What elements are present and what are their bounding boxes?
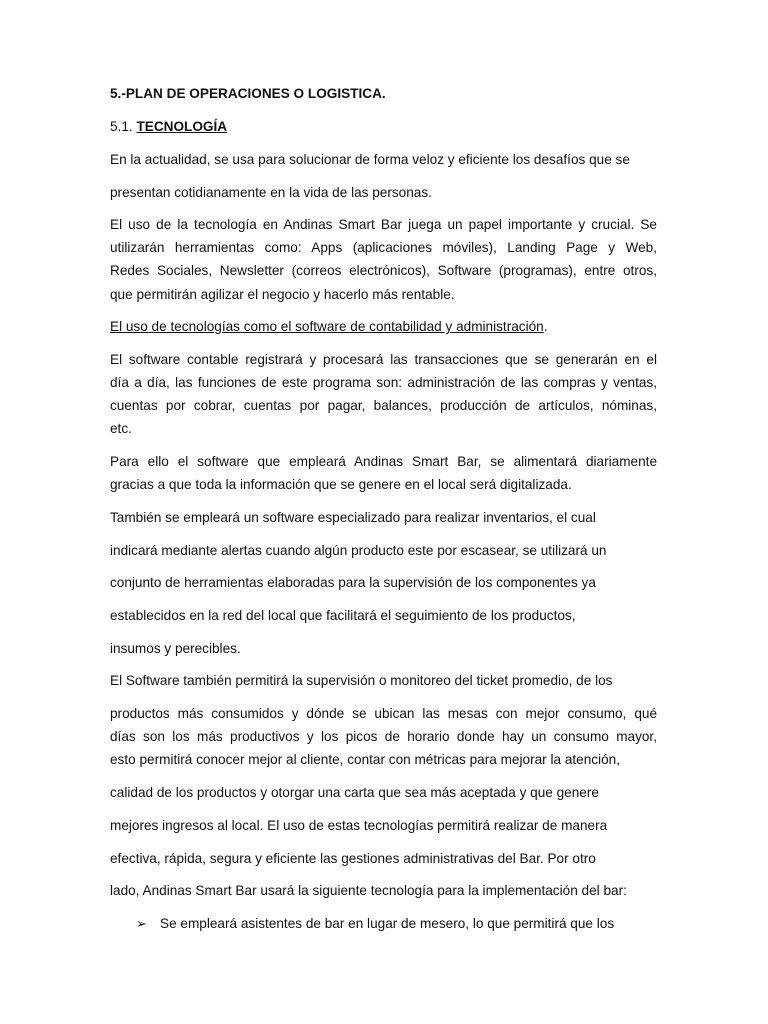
- paragraph-line: En la actualidad, se usa para solucionar de forma veloz y eficiente los desafíos que se: [110, 152, 630, 167]
- paragraph-line: día a día, las funciones de este programa son: administración de las compras y ventas,: [110, 375, 657, 390]
- paragraph-line: que permitirán agilizar el negocio y hacerlo más rentable.: [110, 287, 455, 302]
- paragraph-line: calidad de los productos y otorgar una carta que sea más aceptada y que genere: [110, 785, 599, 800]
- paragraph-line: etc.: [110, 421, 132, 436]
- underlined-statement: [110, 319, 548, 335]
- paragraph-line: lado, Andinas Smart Bar usará la siguiente tecnología para la implementación del bar:: [110, 883, 627, 898]
- paragraph-line: conjunto de herramientas elaboradas para la supervisión de los componentes ya: [110, 575, 596, 590]
- paragraph-line: utilizarán herramientas como: Apps (aplicaciones móviles), Landing Page y Web,: [110, 240, 657, 255]
- statement-period: .: [543, 319, 548, 334]
- paragraph-line: indicará mediante alertas cuando algún producto este por escasear, se utilizará un: [110, 543, 607, 558]
- paragraph-line: El uso de la tecnología en Andinas Smart Bar juega un papel importante y crucial. Se: [110, 217, 657, 232]
- underlined-text: El uso de tecnologías como el software de contabilidad y administración: [110, 319, 544, 334]
- paragraph-line: insumos y perecibles.: [110, 641, 241, 656]
- paragraph-line: También se empleará un software especializado para realizar inventarios, el cual: [110, 510, 596, 525]
- paragraph-line: Para ello el software que empleará Andinas Smart Bar, se alimentará diariamente: [110, 454, 657, 469]
- paragraph-line: esto permitirá conocer mejor al cliente, contar con métricas para mejorar la atención,: [110, 752, 620, 767]
- bullet-item: Se empleará asistentes de bar en lugar de mesero, lo que permitirá que los: [160, 916, 615, 931]
- paragraph-line: El Software también permitirá la supervisión o monitoreo del ticket promedio, de los: [110, 673, 613, 688]
- paragraph-line: cuentas por cobrar, cuentas por pagar, balances, producción de artículos, nóminas,: [110, 398, 657, 413]
- paragraph-line: días son los más productivos y los picos de horario donde hay un consumo mayor,: [110, 729, 657, 744]
- paragraph-line: presentan cotidianamente en la vida de las personas.: [110, 185, 432, 200]
- section-heading: 5.-PLAN DE OPERACIONES O LOGISTICA.: [110, 86, 386, 101]
- paragraph-line: establecidos en la red del local que facilitará el seguimiento de los productos,: [110, 608, 576, 623]
- paragraph-line: gracias a que toda la información que se genere en el local será digitalizada.: [110, 477, 572, 492]
- paragraph-line: mejores ingresos al local. El uso de estas tecnologías permitirá realizar de manera: [110, 818, 608, 833]
- paragraph-line: productos más consumidos y dónde se ubican las mesas con mejor consumo, qué: [110, 706, 657, 721]
- subsection-number: 5.1.: [110, 119, 137, 134]
- subsection-heading: [110, 119, 227, 135]
- paragraph-line: efectiva, rápida, segura y eficiente las gestiones administrativas del Bar. Por otro: [110, 851, 596, 866]
- bullet-arrow-icon: ➢: [136, 916, 147, 931]
- paragraph-line: Redes Sociales, Newsletter (correos electrónicos), Software (programas), entre otros,: [110, 263, 657, 278]
- paragraph-line: El software contable registrará y procesará las transacciones que se generarán en el: [110, 352, 657, 367]
- subsection-title: TECNOLOGÍA: [136, 119, 228, 134]
